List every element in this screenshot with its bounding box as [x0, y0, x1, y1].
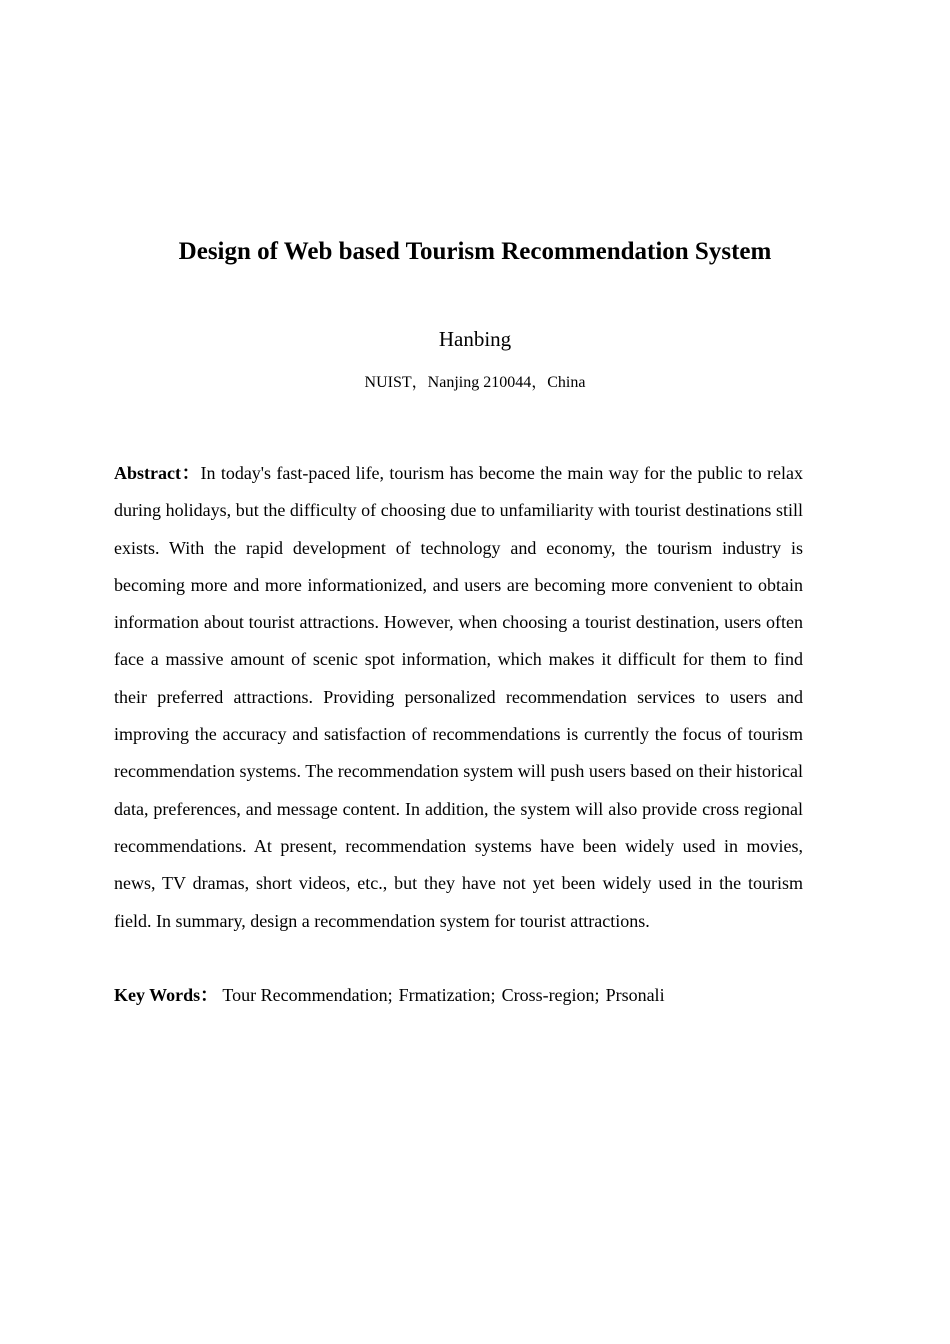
keyword-item: Cross-region; — [501, 985, 600, 1005]
keyword-item: Prsonali — [605, 985, 665, 1005]
abstract-paragraph — [114, 455, 803, 940]
abstract-text: In today's fast-paced life, tourism has become the main way for the public to relax during holidays, but the difficulty of choosing due to unfamiliarity with tourist destinations still exists. With the rapid development of technology and economy, the tourism industry is becoming more and more informationized, and users are becoming more convenient to obtain information about tourist attractions. However, when choosing a tourist destination, users often face a massive amount of scenic spot information, which makes it difficult for them to find their preferred attractions. Providing personalized recommendation services to users and improving the accuracy and satisfaction of recommendations is currently the focus of tourism recommendation systems. The recommendation system will push users based on their historical data, preferences, and message content. In addition, the system will also provide cross regional recommendations. At present, recommendation systems have been widely used in movies, news, TV dramas, short videos, etc., but they have not yet been widely used in the tourism field. In summary, design a recommendation system for tourist attractions. — [114, 463, 803, 931]
author-affiliation: NUIST，Nanjing 210044，China — [364, 374, 586, 391]
keywords-label: Key Words： — [114, 985, 219, 1005]
author-name: Hanbing — [438, 327, 512, 351]
keywords-line — [114, 981, 803, 1009]
keyword-item: Frmatization; — [398, 985, 496, 1005]
abstract-label: Abstract： — [114, 463, 201, 483]
paper-title: Design of Web based Tourism Recommendation System — [178, 238, 772, 265]
keyword-item: Tour Recommendation; — [222, 985, 393, 1005]
